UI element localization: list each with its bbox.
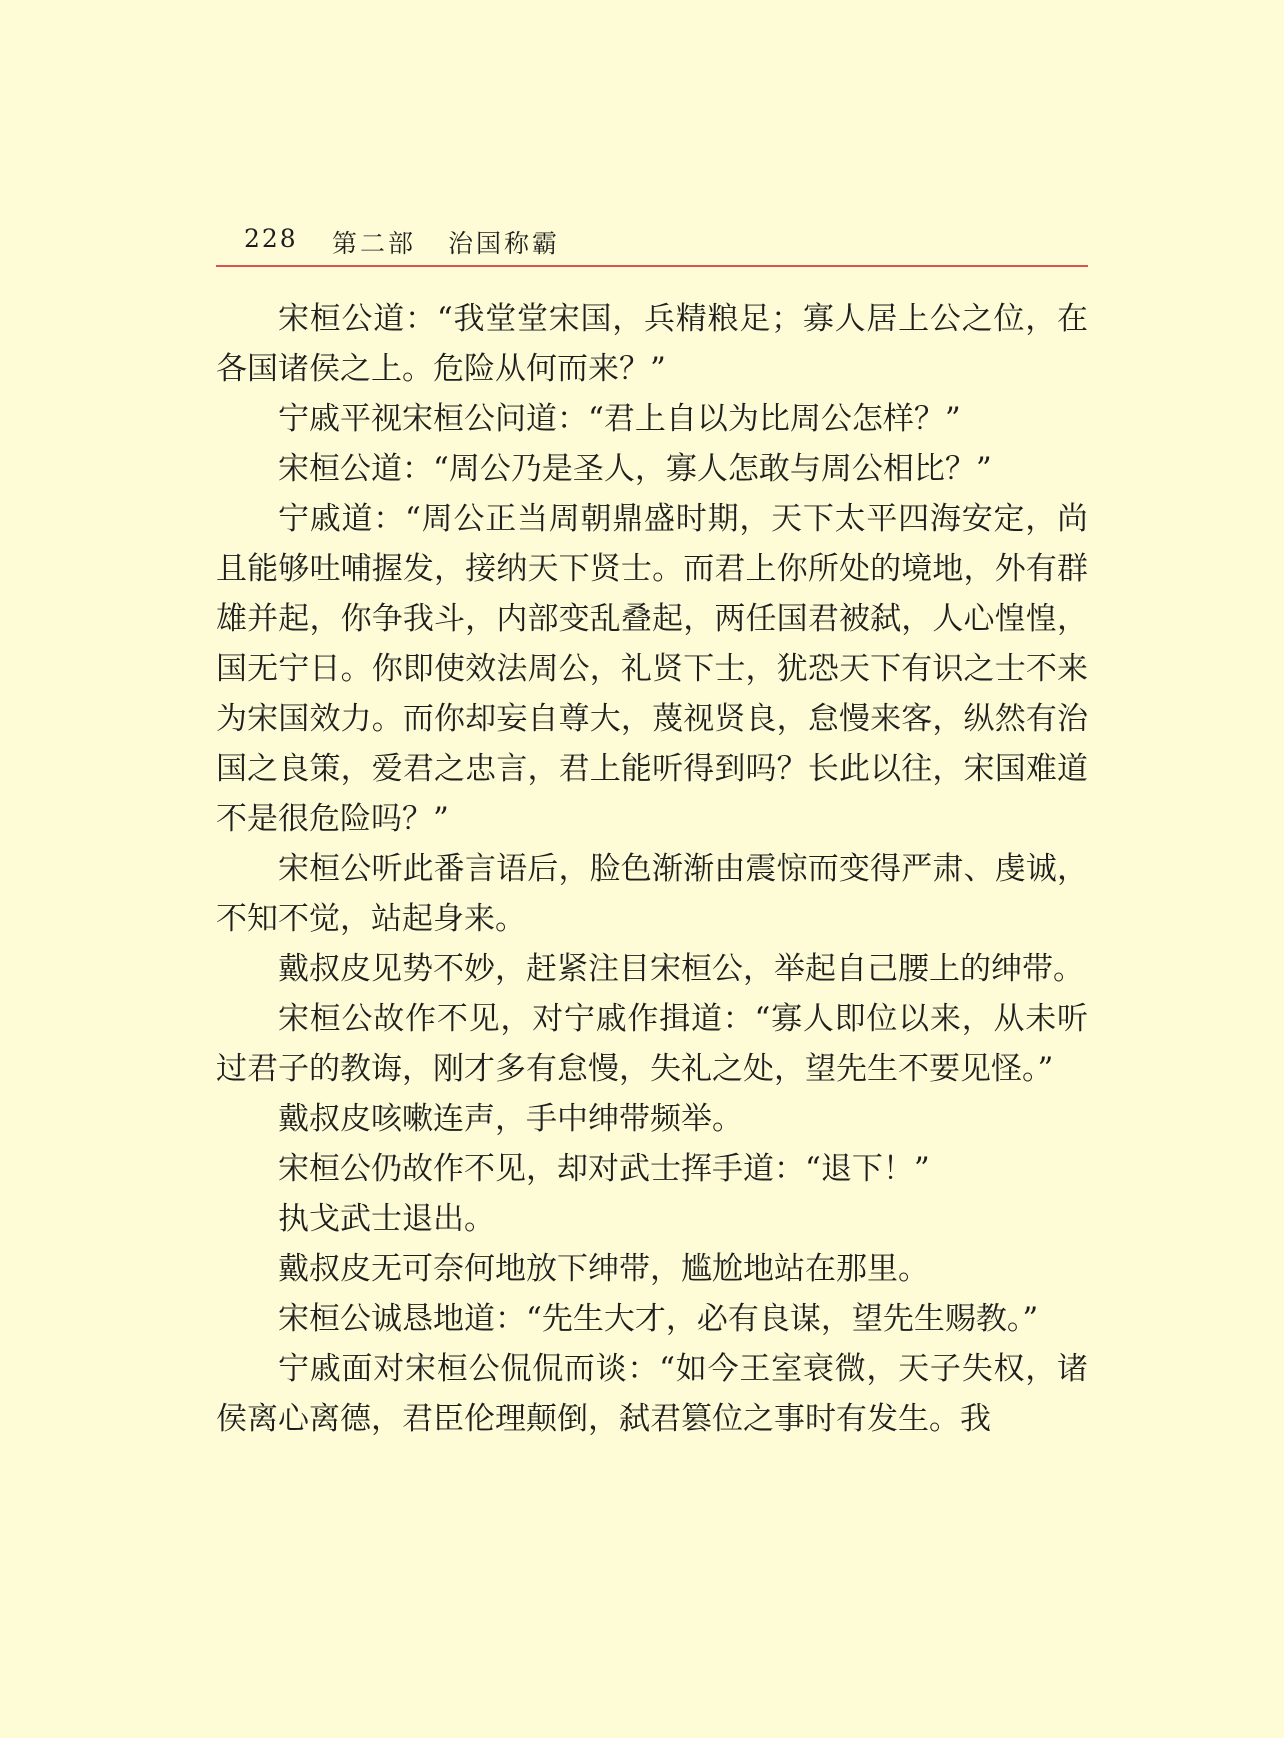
paragraph: 宋桓公听此番言语后，脸色渐渐由震惊而变得严肃、虔诚，不知不觉，站起身来。 — [216, 851, 1088, 937]
header-rule — [216, 265, 1088, 267]
paragraph: 戴叔皮无可奈何地放下绅带，尴尬地站在那里。 — [278, 1251, 929, 1287]
paragraph: 宋桓公仍故作不见，却对武士挥手道：“退下！” — [278, 1151, 930, 1187]
paragraph: 宁戚道：“周公正当周朝鼎盛时期，天下太平四海安定，尚且能够吐哺握发，接纳天下贤士。而君上你所处的境地，外有群雄并起，你争我斗，内部变乱叠起，两任国君被弑，人心惶惶，国无宁日。你即使效法周公，礼贤下士，犹恐天下有识之士不来为宋国效力。而你却妄自尊大，蔑视贤良，怠慢来客，纵然有治国之良策，爱君之忠言，君上能听得到吗？长此以往，宋国难道不是很危险吗？” — [216, 501, 1088, 837]
paragraph: 宋桓公诚恳地道：“先生大才，必有良谋，望先生赐教。” — [278, 1301, 1039, 1337]
paragraph: 戴叔皮咳嗽连声，手中绅带频举。 — [278, 1101, 743, 1137]
page-number: 228 — [244, 224, 298, 253]
paragraph: 宁戚平视宋桓公问道：“君上自以为比周公怎样？” — [278, 401, 961, 437]
paragraph: 宋桓公道：“周公乃是圣人，寡人怎敢与周公相比？” — [278, 451, 992, 487]
paragraph: 宋桓公道：“我堂堂宋国，兵精粮足；寡人居上公之位，在各国诸侯之上。危险从何而来？” — [216, 301, 1088, 387]
chapter-title: 治国称霸 — [448, 229, 561, 258]
body-text — [216, 294, 1088, 1444]
paragraph: 宁戚面对宋桓公侃侃而谈：“如今王室衰微，天子失权，诸侯离心离德，君臣伦理颠倒，弑君篡位之事时有发生。我 — [216, 1351, 1088, 1437]
paragraph: 宋桓公故作不见，对宁戚作揖道：“寡人即位以来，从未听过君子的教诲，刚才多有怠慢，失礼之处，望先生不要见怪。” — [216, 1001, 1088, 1087]
paragraph: 执戈武士退出。 — [278, 1201, 495, 1237]
part-title: 第二部 — [332, 229, 417, 258]
paragraph: 戴叔皮见势不妙，赶紧注目宋桓公，举起自己腰上的绅带。 — [278, 951, 1084, 987]
running-header — [216, 218, 1088, 258]
